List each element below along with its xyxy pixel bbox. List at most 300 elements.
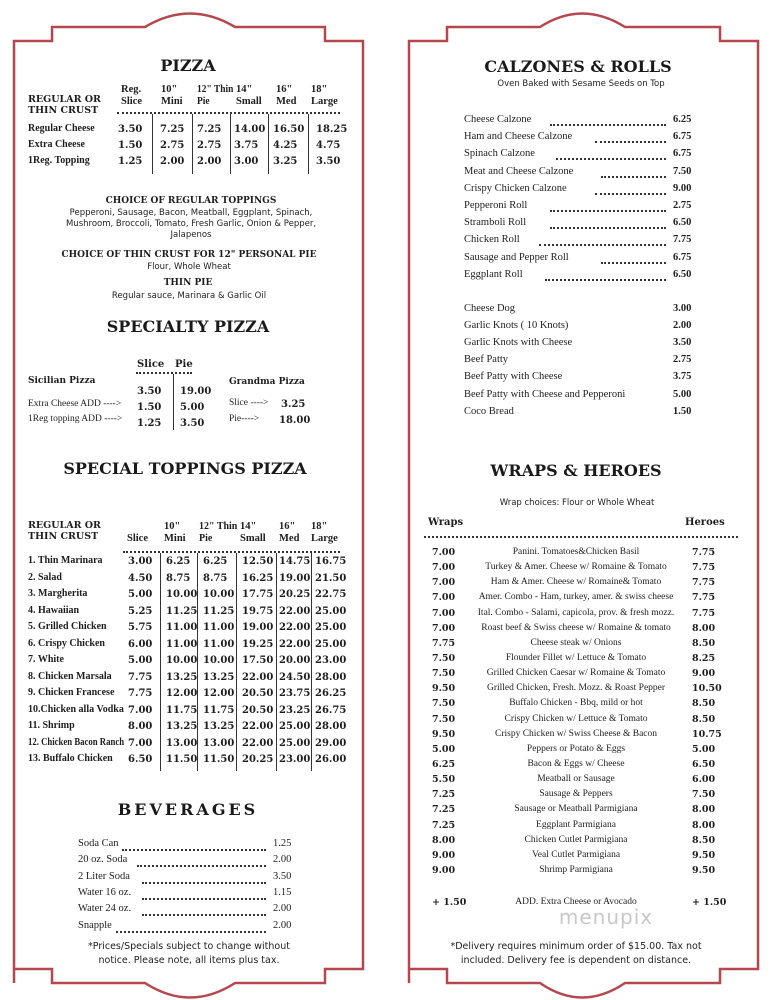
item-price: 13.00	[166, 737, 198, 749]
specialty-title: SPECIALTY PIZZA	[106, 317, 270, 336]
item-name: Buffalo Chicken - Bbq, mild or hot	[509, 698, 643, 709]
beverage-name: Water 24 oz.	[78, 903, 132, 915]
column-header: 12" Thin Pie	[197, 84, 234, 107]
item-name: 2. Salad	[28, 571, 62, 583]
wrap-price: 9.00	[432, 864, 456, 876]
hero-price: 8.00	[692, 622, 716, 634]
item-price: 12.00	[166, 688, 198, 699]
hero-price: 10.75	[692, 728, 722, 740]
leader-dots	[601, 176, 666, 178]
item-price: 1.25	[118, 156, 143, 167]
grandma-pie: 18.00	[279, 415, 311, 426]
column-header: 18" Large	[311, 84, 338, 107]
sicilian-pie: 19.00	[180, 386, 212, 397]
item-price: 25.00	[315, 638, 347, 650]
item-price: 12.00	[203, 688, 235, 699]
item-name: Amer. Combo - Ham, turkey, amer. & swiss cheese	[478, 592, 674, 603]
item-price: 23.75	[279, 688, 311, 699]
leader-dots	[550, 124, 666, 126]
item-name: Ital. Combo - Salami, capicola, prov. & fresh mozz.	[477, 607, 675, 618]
item-price: 11.00	[203, 622, 235, 633]
item-price: 11.25	[166, 605, 198, 617]
col-wraps: Wraps	[428, 517, 464, 528]
leader-dots	[142, 898, 266, 900]
hero-price: 7.50	[692, 789, 716, 801]
wrap-price: 6.25	[432, 758, 456, 770]
calzone-price: 6.75	[673, 148, 692, 160]
hero-price: 8.50	[692, 698, 716, 710]
sicilian-slice: 3.50	[137, 386, 162, 397]
extra-cheese-label: Extra Cheese ADD ---->	[28, 399, 122, 409]
item-price: 6.00	[128, 638, 153, 650]
divider	[136, 372, 192, 374]
divider	[117, 112, 340, 114]
hero-price: 6.50	[692, 758, 716, 770]
hero-price: 9.50	[692, 864, 716, 876]
beverages-title: BEVERAGES	[117, 800, 259, 819]
wrap-price: 7.00	[432, 592, 456, 604]
col-heroes: Heroes	[685, 517, 725, 528]
beverage-price: 2.00	[273, 903, 292, 915]
item-name: Shrimp Parmigiana	[539, 864, 613, 875]
column-header: 14" Small	[236, 84, 262, 107]
divider	[192, 114, 193, 174]
item-price: 11.50	[203, 754, 235, 765]
item-name: Crispy Chicken w/ Swiss Cheese & Bacon	[494, 728, 658, 739]
item-price: 25.00	[279, 721, 311, 732]
item-name: 13. Buffalo Chicken	[28, 753, 113, 764]
calzone-name: Ham and Cheese Calzone	[464, 131, 573, 143]
item-price: 25.00	[315, 605, 347, 617]
calzone-name: Cheese Calzone	[464, 114, 532, 125]
hero-price: 7.75	[692, 607, 716, 619]
item-price: 3.00	[234, 156, 259, 167]
item-price: 13.00	[203, 737, 235, 749]
item-price: 3.75	[234, 140, 259, 151]
column-header: Reg. Slice	[121, 84, 142, 107]
beverage-price: 1.15	[273, 886, 292, 898]
reg-topping-pie: 3.50	[180, 418, 205, 429]
thin-pie-options: Regular sauce, Marinara & Garlic Oil	[111, 291, 267, 301]
item-price: 26.25	[315, 688, 347, 699]
item-price: 11.50	[166, 754, 198, 765]
extra-price: 3.50	[673, 337, 692, 349]
item-name: 8. Chicken Marsala	[28, 670, 112, 682]
wrap-price: 7.00	[432, 547, 456, 558]
item-name: Eggplant Parmigiana	[536, 819, 616, 830]
leader-dots	[601, 262, 666, 264]
item-name: Extra Cheese	[28, 139, 85, 150]
column-header: 12" Thin Pie	[199, 521, 238, 544]
add-hero-price: + 1.50	[692, 897, 727, 908]
add-wrap-price: + 1.50	[432, 897, 467, 908]
hero-price: 8.00	[692, 819, 716, 831]
extra-name: Coco Bread	[464, 405, 514, 417]
wrap-price: 9.50	[432, 683, 456, 695]
beverage-name: 2 Liter Soda	[78, 870, 130, 882]
beverage-price: 3.50	[273, 870, 292, 882]
calzone-price: 6.25	[673, 114, 692, 125]
item-price: 7.25	[160, 124, 185, 135]
item-price: 6.50	[128, 754, 153, 765]
thin-crust-options: Flour, Whole Wheat	[147, 262, 231, 272]
leader-dots	[539, 244, 666, 246]
extra-price: 5.00	[673, 388, 692, 400]
calzone-price: 6.50	[673, 217, 692, 229]
leader-dots	[122, 849, 266, 851]
item-price: 3.25	[273, 156, 298, 167]
leader-dots	[595, 141, 666, 143]
item-name: Grilled Chicken Caesar w/ Romaine & Tomato	[486, 668, 666, 679]
divider	[123, 551, 340, 553]
item-price: 25.00	[315, 622, 347, 633]
wrap-price: 7.00	[432, 577, 456, 589]
divider	[308, 114, 309, 174]
item-price: 10.00	[203, 655, 235, 666]
hero-price: 10.50	[692, 683, 722, 695]
item-price: 10.00	[166, 655, 198, 666]
item-price: 12.50	[242, 556, 274, 567]
wrap-price: 7.25	[432, 819, 456, 831]
item-name: 10.Chicken alla Vodka	[28, 703, 124, 715]
item-name: 4. Hawaiian	[28, 604, 80, 616]
toppings-line: Jalapenos	[170, 230, 212, 240]
special-toppings-title: SPECIAL TOPPINGS PIZZA	[63, 459, 307, 478]
wrap-price: 9.50	[432, 728, 456, 740]
item-price: 4.25	[273, 140, 298, 151]
extra-name: Cheese Dog	[464, 303, 516, 314]
item-price: 11.25	[203, 605, 235, 617]
item-name: Meatball or Sausage	[537, 774, 615, 785]
item-name: Bacon & Eggs w/ Cheese	[527, 758, 625, 769]
calzone-price: 6.75	[673, 131, 692, 143]
item-price: 3.50	[316, 156, 341, 167]
leader-dots	[595, 193, 666, 195]
item-price: 22.00	[279, 622, 311, 633]
item-price: 6.25	[166, 556, 191, 567]
wrap-price: 7.00	[432, 607, 456, 619]
item-price: 8.75	[203, 572, 228, 584]
extra-name: Beef Patty with Cheese	[464, 371, 563, 383]
item-price: 16.75	[315, 556, 347, 567]
item-name: Panini. Tomatoes&Chicken Basil	[512, 547, 640, 557]
item-price: 8.00	[128, 721, 153, 732]
watermark: menupix	[558, 905, 654, 929]
item-name: Sausage or Meatball Parmigiana	[514, 804, 638, 815]
item-price: 26.75	[315, 704, 347, 716]
item-price: 20.25	[279, 589, 311, 600]
col-pie: Pie	[175, 359, 193, 370]
leader-dots	[550, 227, 666, 229]
wrap-price: 9.00	[432, 849, 456, 861]
item-price: 13.25	[203, 721, 235, 732]
divider	[236, 553, 237, 771]
leader-dots	[142, 914, 266, 916]
item-price: 19.25	[242, 638, 274, 650]
item-price: 19.00	[279, 572, 311, 584]
grandma-label: Grandma Pizza	[229, 377, 305, 387]
item-price: 2.00	[160, 156, 185, 167]
leader-dots	[137, 865, 266, 867]
calzone-price: 9.00	[673, 182, 692, 194]
item-name: Grilled Chicken, Fresh. Mozz. & Roast Pepper	[486, 683, 666, 694]
item-price: 19.00	[242, 622, 274, 633]
item-name: Chicken Cutlet Parmigiana	[524, 834, 628, 845]
item-price: 5.75	[128, 622, 153, 633]
item-name: Peppers or Potato & Eggs	[526, 743, 626, 754]
item-price: 18.25	[316, 124, 348, 135]
item-price: 22.00	[279, 638, 311, 650]
item-name: 7. White	[28, 654, 64, 665]
calzone-price: 2.75	[673, 200, 692, 211]
divider	[311, 553, 312, 771]
item-price: 11.75	[203, 704, 235, 716]
note-line: notice. Please note, all items plus tax.	[98, 955, 280, 966]
item-price: 1.50	[118, 140, 143, 151]
delivery-note	[450, 940, 701, 968]
item-price: 14.75	[279, 556, 311, 567]
item-price: 3.00	[128, 556, 153, 567]
item-price: 17.75	[242, 589, 274, 600]
grandma-pie-label: Pie---->	[229, 414, 260, 424]
hero-price: 8.00	[692, 804, 716, 816]
wrap-price: 7.50	[432, 652, 456, 664]
item-price: 22.75	[315, 589, 347, 600]
item-name: Roast beef & Swiss cheese w/ Romaine & tomato	[481, 622, 671, 633]
reg-topping-label: 1Reg topping ADD ---->	[28, 414, 123, 424]
col-slice: Slice	[137, 359, 165, 370]
extra-price: 3.75	[673, 371, 692, 383]
wraps-subtitle: Wrap choices: Flour or Whole Wheat	[499, 498, 655, 508]
item-name: 5. Grilled Chicken	[28, 621, 107, 632]
item-price: 23.00	[279, 754, 311, 765]
divider	[173, 374, 174, 430]
item-price: 24.50	[279, 671, 311, 683]
extra-name: Beef Patty with Cheese and Pepperoni	[464, 388, 626, 400]
wrap-price: 7.25	[432, 789, 456, 801]
note-line: included. Delivery fee is dependent on distance.	[460, 955, 692, 966]
item-price: 11.00	[166, 622, 198, 633]
grandma-slice-label: Slice ---->	[229, 398, 269, 408]
toppings-line: Pepperoni, Sausage, Bacon, Meatball, Eggplant, Spinach,	[69, 208, 313, 218]
leader-dots	[545, 279, 666, 281]
note-line: *Delivery requires minimum order of $15.00. Tax not	[450, 941, 702, 952]
note-line: *Prices/Specials subject to change without	[88, 941, 290, 952]
hero-price: 9.00	[692, 668, 716, 680]
item-price: 11.00	[203, 638, 235, 650]
item-price: 11.75	[166, 704, 198, 716]
item-price: 13.25	[166, 671, 198, 683]
item-name: Flounder Fillet w/ Lettuce & Tomato	[505, 652, 647, 663]
calzone-price: 7.75	[673, 234, 692, 246]
calzone-price: 6.75	[673, 251, 692, 263]
item-price: 5.00	[128, 589, 153, 600]
column-header: 10" Mini	[164, 521, 186, 544]
wrap-price: 7.75	[432, 637, 456, 649]
hero-price: 8.50	[692, 637, 716, 649]
item-price: 10.00	[203, 589, 235, 600]
beverage-price: 1.25	[273, 838, 292, 849]
extra-price: 2.75	[673, 354, 692, 366]
divider	[152, 114, 153, 174]
wrap-price: 8.00	[432, 834, 456, 846]
extra-price: 2.00	[673, 320, 692, 332]
item-price: 20.00	[279, 655, 311, 666]
item-name: Turkey & Amer. Cheese w/ Romaine & Tomato	[485, 562, 667, 573]
item-price: 7.25	[197, 124, 222, 135]
divider	[230, 114, 231, 174]
item-price: 7.00	[128, 704, 153, 716]
calzones-subtitle: Oven Baked with Sesame Seeds on Top	[497, 79, 665, 89]
leader-dots	[142, 882, 266, 884]
calzone-name: Sausage and Pepper Roll	[464, 251, 569, 263]
calzones-title: CALZONES & ROLLS	[484, 57, 672, 76]
hero-price: 5.00	[692, 743, 716, 755]
reg-topping-slice: 1.25	[137, 418, 162, 429]
item-name: Cheese steak w/ Onions	[530, 637, 622, 648]
item-price: 7.75	[128, 688, 153, 699]
leader-dots	[550, 210, 666, 212]
wrap-price: 5.00	[432, 743, 456, 755]
item-price: 19.75	[242, 605, 274, 617]
item-price: 6.25	[203, 556, 228, 567]
hero-price: 6.00	[692, 774, 716, 786]
wrap-price: 7.00	[432, 622, 456, 634]
item-price: 20.50	[242, 704, 274, 716]
hero-price: 9.50	[692, 849, 716, 861]
pizza-title: PIZZA	[160, 56, 216, 75]
leader-dots	[556, 158, 666, 160]
hero-price: 7.75	[692, 577, 716, 589]
item-price: 7.75	[128, 671, 153, 683]
column-header: 10" Mini	[161, 84, 183, 107]
hero-price: 8.50	[692, 834, 716, 846]
wraps-title: WRAPS & HEROES	[490, 461, 662, 480]
extra-cheese-pie: 5.00	[180, 402, 205, 413]
item-price: 20.50	[242, 688, 274, 699]
item-name: Regular Cheese	[28, 123, 95, 134]
item-price: 23.00	[315, 655, 347, 666]
item-price: 17.50	[242, 655, 274, 666]
beverage-name: Water 16 oz.	[78, 886, 132, 898]
item-price: 3.50	[118, 124, 143, 135]
item-price: 2.00	[197, 156, 222, 167]
item-price: 25.00	[279, 737, 311, 749]
divider	[276, 553, 277, 771]
item-name: 3. Margherita	[28, 588, 88, 599]
item-price: 11.00	[166, 638, 198, 650]
add-label: ADD. Extra Cheese or Avocado	[515, 897, 637, 907]
item-name: Veal Cutlet Parmigiana	[531, 849, 621, 860]
divider	[160, 553, 161, 771]
item-price: 16.50	[273, 124, 305, 135]
grandma-slice: 3.25	[281, 399, 306, 410]
extra-price: 3.00	[673, 303, 692, 314]
leader-dots	[116, 931, 266, 933]
wrap-price: 7.50	[432, 698, 456, 710]
extra-name: Beef Patty	[464, 354, 509, 366]
wrap-price: 7.00	[432, 562, 456, 574]
column-header: 16" Med	[279, 521, 300, 544]
calzone-name: Crispy Chicken Calzone	[464, 182, 567, 194]
extra-name: Garlic Knots ( 10 Knots)	[464, 320, 569, 332]
calzone-name: Meat and Cheese Calzone	[464, 165, 574, 177]
column-header: 18" Large	[311, 521, 338, 544]
item-name: 1. Thin Marinara	[28, 555, 103, 566]
sicilian-label: Sicilian Pizza	[28, 376, 96, 386]
calzone-name: Pepperoni Roll	[464, 200, 528, 211]
item-name: 12. Chicken Bacon Ranch	[28, 736, 125, 748]
item-name: Crispy Chicken w/ Lettuce & Tomato	[504, 713, 648, 724]
item-name: Ham & Amer. Cheese w/ Romaine& Tomato	[490, 577, 662, 588]
item-price: 21.50	[315, 572, 347, 584]
item-price: 8.75	[166, 572, 191, 584]
item-price: 22.00	[242, 737, 274, 749]
item-name: 11. Shrimp	[28, 720, 75, 731]
item-price: 22.00	[242, 721, 274, 732]
item-price: 22.00	[242, 671, 274, 683]
item-price: 2.75	[160, 140, 185, 151]
hero-price: 7.75	[692, 592, 716, 604]
item-price: 14.00	[234, 124, 266, 135]
item-price: 4.50	[128, 572, 153, 584]
calzone-price: 7.50	[673, 165, 692, 177]
item-price: 10.00	[166, 589, 198, 600]
item-price: 20.25	[242, 754, 274, 765]
toppings-title: CHOICE OF REGULAR TOPPINGS	[105, 196, 277, 206]
calzone-name: Eggplant Roll	[464, 268, 523, 280]
beverage-price: 2.00	[273, 919, 292, 931]
extra-price: 1.50	[673, 405, 692, 417]
item-price: 29.00	[315, 737, 347, 749]
calzone-name: Chicken Roll	[464, 234, 520, 246]
item-price: 7.00	[128, 737, 153, 749]
beverage-price: 2.00	[273, 854, 292, 866]
pizza-row-header: REGULAR OR THIN CRUST	[28, 94, 101, 116]
item-name: 9. Chicken Francese	[28, 687, 115, 698]
column-header: 16" Med	[276, 84, 297, 107]
wrap-price: 7.25	[432, 804, 456, 816]
item-price: 22.00	[279, 605, 311, 617]
thin-pie-title: THIN PIE	[163, 278, 213, 288]
item-name: 1Reg. Topping	[28, 155, 90, 166]
item-price: 2.75	[197, 140, 222, 151]
beverage-name: 20 oz. Soda	[78, 854, 128, 866]
column-header: 14" Small	[240, 521, 266, 544]
thin-crust-title: CHOICE OF THIN CRUST FOR 12" PERSONAL PIE	[61, 250, 317, 260]
item-price: 28.00	[315, 721, 347, 732]
extra-name: Garlic Knots with Cheese	[464, 337, 573, 349]
calzone-name: Spinach Calzone	[464, 148, 535, 160]
item-price: 13.25	[203, 671, 235, 683]
item-price: 16.25	[242, 572, 274, 584]
hero-price: 7.75	[692, 562, 716, 574]
hero-price: 7.75	[692, 547, 716, 558]
item-price: 26.00	[315, 754, 347, 765]
special-row-header: REGULAR OR THIN CRUST	[28, 520, 101, 542]
divider	[268, 114, 269, 174]
calzone-name: Stramboli Roll	[464, 217, 527, 229]
item-name: Sausage & Peppers	[539, 789, 613, 800]
beverage-name: Snapple	[78, 919, 112, 931]
item-price: 4.75	[316, 140, 341, 151]
beverage-name: Soda Can	[78, 838, 119, 849]
wrap-price: 7.50	[432, 668, 456, 680]
wrap-price: 7.50	[432, 713, 456, 725]
item-price: 23.25	[279, 704, 311, 716]
item-price: 28.00	[315, 671, 347, 683]
prices-note	[88, 940, 290, 968]
